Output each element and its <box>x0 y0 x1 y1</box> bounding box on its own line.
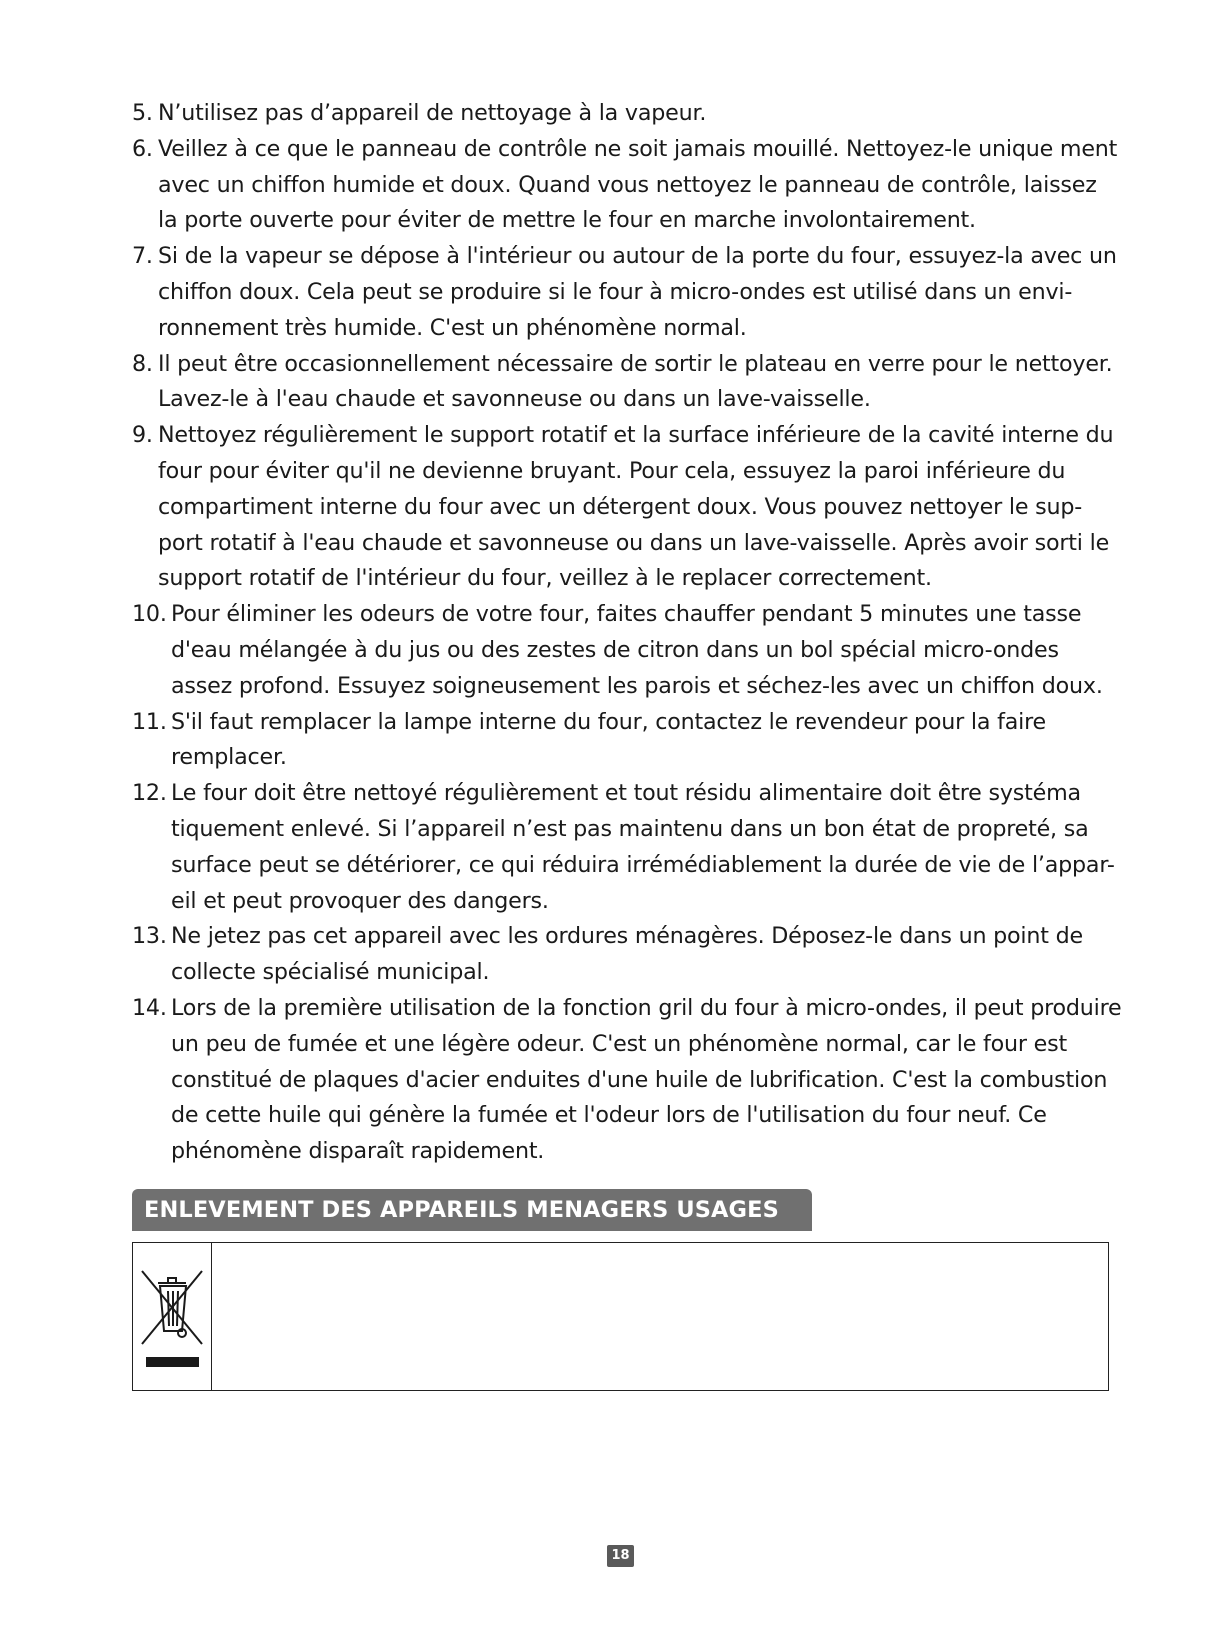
instruction-number: 10. <box>132 601 167 628</box>
instruction-text: Nettoyez régulièrement le support rotatif et la surface inférieure de la cavité interne du four pour éviter qu'il ne devienne bruyant. Pour cela, essuyez la paroi inférieure du compartiment interne du four avec un détergent doux. Vous pouvez nettoyer le sup- port rotatif à l'eau chaude et savonneuse ou dans un lave-vaisselle. Après avoir sorti le support rotatif de l'intérieur du four, veillez à le replacer correctement. <box>158 422 1114 592</box>
instruction-item <box>132 919 1122 991</box>
cleaning-instructions-list <box>132 96 1122 1170</box>
instruction-number: 8. <box>132 350 153 377</box>
instruction-text: Lors de la première utilisation de la fonction gril du four à micro-ondes, il peut produire un peu de fumée et une légère odeur. C'est un phénomène normal, car le four est constitué de plaques d'acier enduites d'une huile de lubrification. C'est la combustion de cette huile qui génère la fumée et l'odeur lors de l'utilisation du four neuf. Ce phénomène disparaît rapidement. <box>171 994 1122 1165</box>
instruction-number: 14. <box>132 994 167 1021</box>
instruction-text: Pour éliminer les odeurs de votre four, faites chauffer pendant 5 minutes une tasse d'eau mélangée à du jus ou des zestes de citron dans un bol spécial micro-ondes assez profond. Essuyez soigneusement les parois et séchez-les avec un chiffon doux. <box>171 601 1103 699</box>
instruction-item <box>132 776 1122 919</box>
instruction-text: N’utilisez pas d’appareil de nettoyage à la vapeur. <box>158 100 707 126</box>
instruction-item <box>132 347 1122 419</box>
crossed-out-wheelie-bin-icon <box>138 1269 206 1374</box>
weee-text-cell <box>212 1243 1108 1390</box>
instruction-text: Si de la vapeur se dépose à l'intérieur ou autour de la porte du four, essuyez-la avec un chiffon doux. Cela peut se produire si le four à micro-ondes est utilisé dans un envi- ronnement très humide. C'est un phénomène normal. <box>158 243 1117 341</box>
instruction-number: 11. <box>132 708 167 735</box>
instruction-text: Il peut être occasionnellement nécessaire de sortir le plateau en verre pour le nettoyer. Lavez-le à l'eau chaude et savonneuse ou dans un lave-vaisselle. <box>158 350 1113 413</box>
weee-disposal-box <box>132 1242 1109 1391</box>
instruction-text: Ne jetez pas cet appareil avec les ordures ménagères. Déposez-le dans un point de collecte spécialisé municipal. <box>171 923 1083 986</box>
instruction-text: Veillez à ce que le panneau de contrôle ne soit jamais mouillé. Nettoyez-le unique ment avec un chiffon humide et doux. Quand vous nettoyez le panneau de contrôle, laissez la porte ouverte pour éviter de mettre le four en marche involontairement. <box>158 135 1118 234</box>
instruction-item <box>132 132 1122 239</box>
instruction-number: 13. <box>132 923 167 950</box>
instruction-text: S'il faut remplacer la lampe interne du four, contactez le revendeur pour la faire remplacer. <box>171 708 1046 771</box>
page-number: 18 <box>607 1545 634 1567</box>
section-title: ENLEVEMENT DES APPAREILS MENAGERS USAGES <box>132 1189 812 1231</box>
instruction-number: 6. <box>132 135 153 162</box>
instruction-item <box>132 418 1122 597</box>
instruction-item <box>132 991 1122 1170</box>
weee-icon-cell <box>133 1243 212 1390</box>
instruction-item <box>132 705 1122 777</box>
instruction-text: Le four doit être nettoyé régulièrement et tout résidu alimentaire doit être systéma tiquement enlevé. Si l’appareil n’est pas maintenu dans un bon état de propreté, sa surface peut se détériorer, ce qui réduira irrémédiablement la durée de vie de l’appar- eil et peut provoquer des dangers. <box>171 780 1115 914</box>
instruction-number: 12. <box>132 780 167 807</box>
instruction-item <box>132 96 1122 132</box>
instruction-number: 5. <box>132 100 153 126</box>
instruction-number: 9. <box>132 422 153 449</box>
instruction-item <box>132 239 1122 346</box>
instruction-number: 7. <box>132 243 153 270</box>
instruction-item <box>132 597 1122 704</box>
